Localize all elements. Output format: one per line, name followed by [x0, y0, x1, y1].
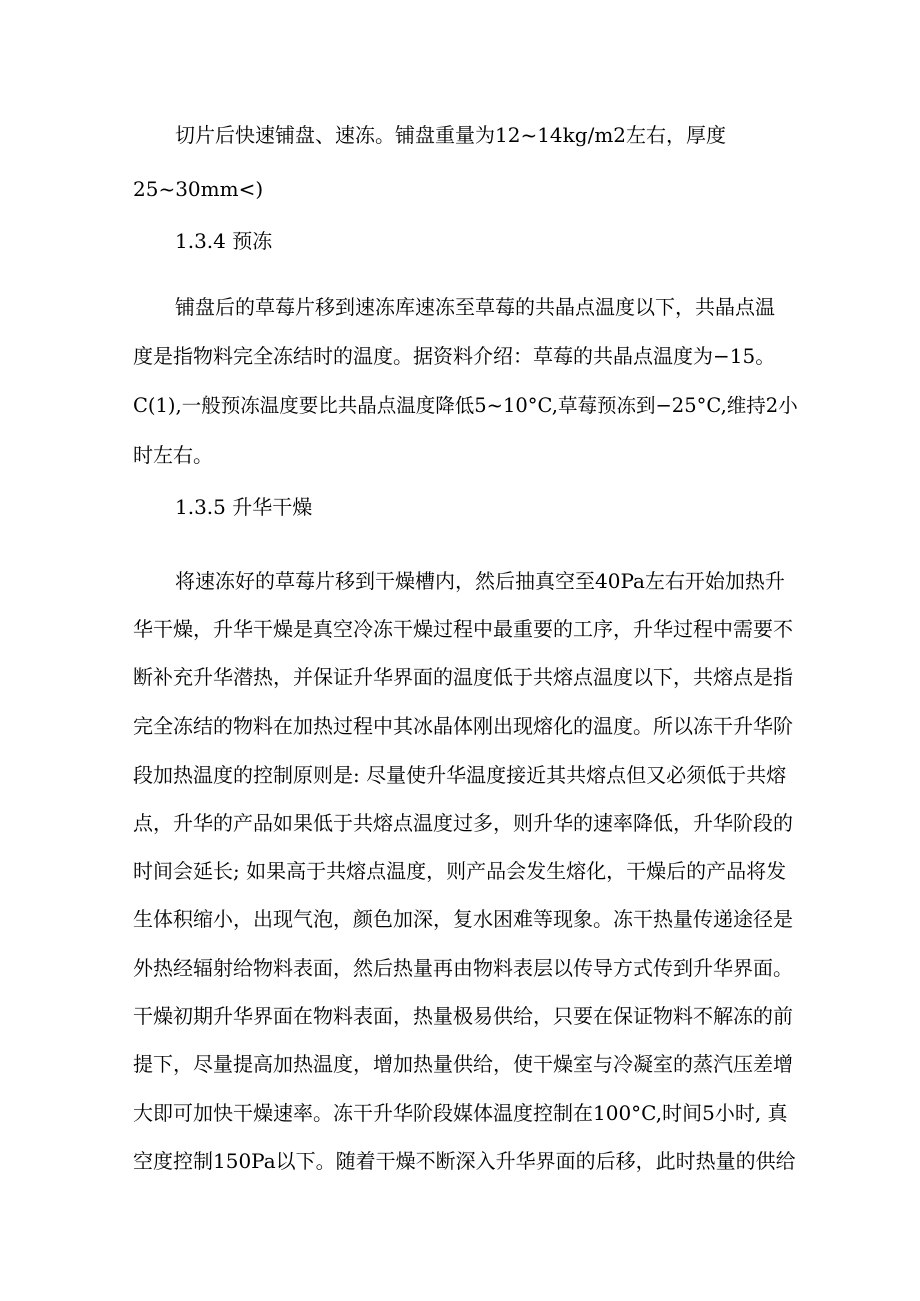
paragraph-line: 度是指物料完全冻结时的温度。据资料介绍：草莓的共晶点温度为−15。: [133, 344, 776, 368]
paragraph-line: 将速冻好的草莓片移到干燥槽内，然后抽真空至40Pa左右开始加热升: [175, 569, 785, 593]
paragraph-line: 提下，尽量提高加热温度，增加热量供给，使干燥室与冷凝室的蒸汽压差增: [133, 1052, 793, 1076]
paragraph-line: 断补充升华潜热，并保证升华界面的温度低于共熔点温度以下，共熔点是指: [133, 665, 793, 689]
paragraph-line: 干燥初期升华界面在物料表面，热量极易供给，只要在保证物料不解冻的前: [133, 1004, 793, 1028]
paragraph-line: 时间会延长; 如果高于共熔点温度，则产品会发生熔化，干燥后的产品将发: [133, 859, 787, 883]
paragraph-line: 时左右。: [133, 443, 213, 467]
paragraph-line: 外热经辐射给物料表面，然后热量再由物料表层以传导方式传到升华界面。: [133, 956, 793, 980]
paragraph-line: 生体积缩小，出现气泡，颜色加深，复水困难等现象。冻干热量传递途径是: [133, 907, 793, 931]
paragraph-line: 空度控制150Pa以下。随着干燥不断深入升华界面的后移，此时热量的供给: [133, 1149, 796, 1173]
paragraph-line: 段加热温度的控制原则是: 尽量使升华温度接近其共熔点但又必须低于共熔: [133, 763, 787, 787]
paragraph-line: 大即可加快干燥速率。冻干升华阶段媒体温度控制在100°C,时间5小时, 真: [133, 1101, 788, 1125]
paragraph-line: 25~30mm<): [133, 177, 264, 201]
section-heading: 1.3.4 预冻: [175, 229, 273, 253]
paragraph-line: 完全冻结的物料在加热过程中其冰晶体刚出现熔化的温度。所以冻干升华阶: [133, 714, 793, 738]
paragraph-line: 点，升华的产品如果低于共熔点温度过多，则升华的速率降低，升华阶段的: [133, 811, 793, 835]
paragraph-line: C(1),一般预冻温度要比共晶点温度降低5~10°C,草莓预冻到−25°C,维持2小: [133, 394, 798, 417]
paragraph-line: 铺盘后的草莓片移到速冻库速冻至草莓的共晶点温度以下，共晶点温: [175, 295, 775, 319]
section-heading: 1.3.5 升华干燥: [175, 495, 313, 519]
paragraph-line: 切片后快速铺盘、速冻。铺盘重量为12~14kg/m2左右，厚度: [175, 123, 727, 147]
paragraph-line: 华干燥，升华干燥是真空冷冻干燥过程中最重要的工序，升华过程中需要不: [133, 617, 793, 641]
